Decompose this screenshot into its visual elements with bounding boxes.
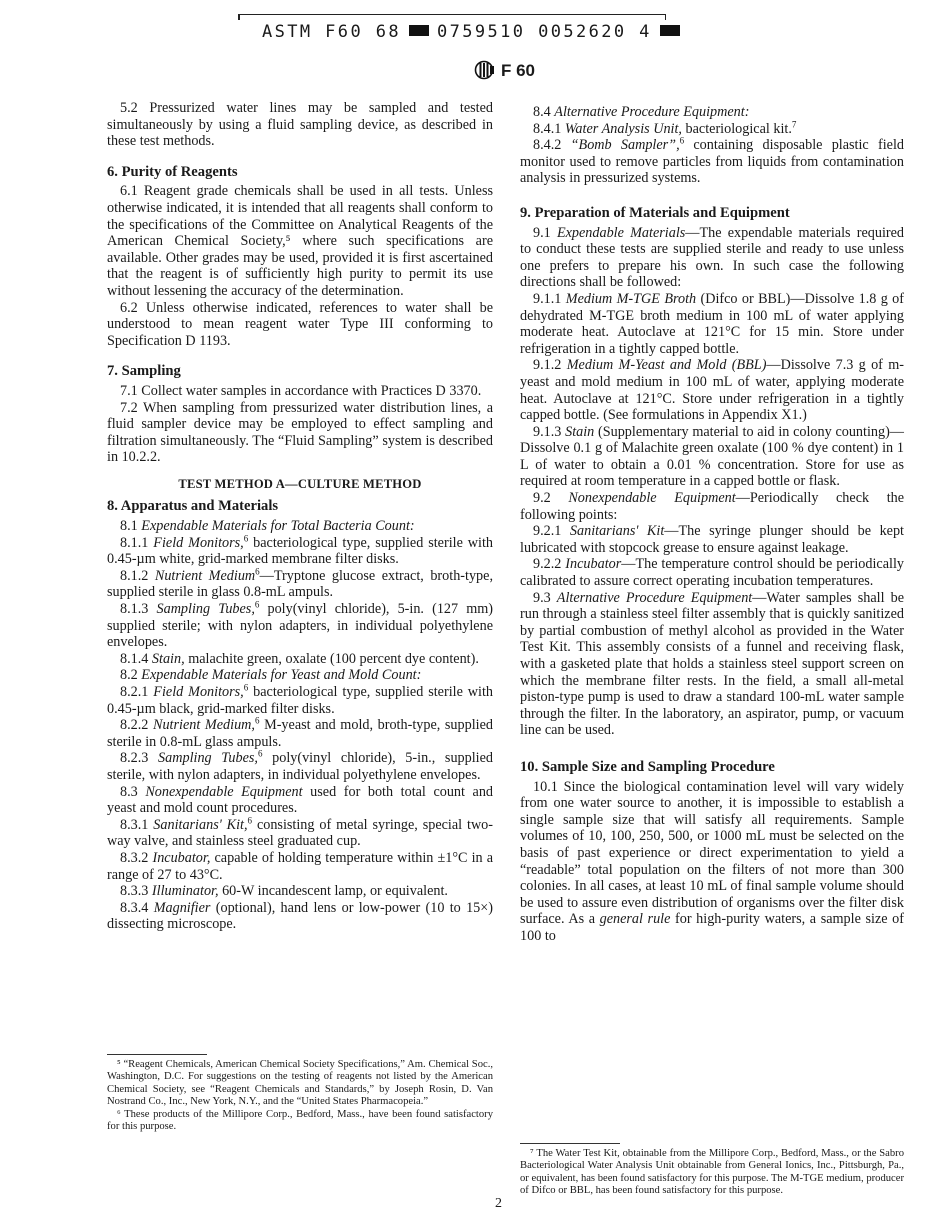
footnote-rule-right: [520, 1143, 620, 1144]
para-9-1-1: 9.1.1 Medium M-TGE Broth (Difco or BBL)—Dissolve 1.8 g of dehydrated M-TGE broth medium in 100 mL of water applying moderate heat. Autoclave at 121°C for 15 min. Store under refrigeration in a tightly capped bottle.: [520, 290, 904, 357]
para-8-4-2: 8.4.2 “Bomb Sampler”,$^6$ containing disposable plastic field monitor used to remove particles from liquids from contamination analysis in pressurized systems.: [520, 135, 904, 187]
para-8-3-1: 8.3.1 Sanitarians' Kit,$^6$ consisting of metal syringe, special two-way valve, and stainless steel graduated cup.: [107, 815, 494, 850]
left-footnotes: [107, 1054, 493, 1133]
header-rule: [238, 14, 666, 15]
para-8-3-3: 8.3.3 Illuminator, 60-W incandescent lamp, or equivalent.: [120, 883, 448, 900]
footnote-6: ⁶ These products of the Millipore Corp., Bedford, Mass., have been found satisfactory for this purpose.: [107, 1108, 493, 1133]
footnote-5: ⁵ “Reagent Chemicals, American Chemical Society Specifications,” Am. Chemical Soc., Washington, D.C. For suggestions on the testing of reagents not listed by the American Chemical Society, see “Reagent Chemicals and Standards,” by Joseph Rosin, D. Van Nostrand Co., Inc., New York, N.Y., and the “United States Pharmacopeia.”: [107, 1059, 493, 1108]
para-8-2-3: 8.2.3 Sampling Tubes,$^6$ poly(vinyl chloride), 5-in., supplied sterile, with nylon adapters, in individual polyethylene envelopes.: [107, 748, 493, 783]
document-code-header: [262, 22, 688, 42]
para-8-2-1: 8.2.1 Field Monitors,$^6$ bacteriological type, supplied sterile with 0.45-µm black, grid-marked filter disks.: [107, 682, 494, 717]
para-8-2-2: 8.2.2 Nutrient Medium,$^6$ M-yeast and mold, broth-type, supplied sterile in 0.8-mL glass ampuls.: [107, 715, 493, 750]
para-8-2: 8.2 Expendable Materials for Yeast and Mold Count:: [120, 667, 422, 684]
right-column: [520, 104, 904, 945]
para-9-2-2: 9.2.2 Incubator—The temperature control should be periodically calibrated to assure correct operating incubation temperatures.: [520, 556, 904, 590]
para-8-1-4: 8.1.4 Stain, malachite green, oxalate (100 percent dye content).: [120, 650, 479, 667]
para-8-4: 8.4 Alternative Procedure Equipment:: [533, 104, 750, 120]
para-8-3-4: 8.3.4 Magnifier (optional), hand lens or low-power (10 to 15×) dissecting microscope.: [107, 899, 493, 933]
method-a-heading: TEST METHOD A—CULTURE METHOD: [178, 476, 422, 491]
para-8-1: 8.1 Expendable Materials for Total Bacteria Count:: [120, 518, 415, 535]
standard-number: F 60: [501, 61, 536, 80]
section-10-heading: 10. Sample Size and Sampling Procedure: [520, 758, 775, 775]
left-column: [107, 100, 493, 933]
black-block-2: [660, 25, 680, 36]
para-9-2-1: 9.2.1 Sanitarians' Kit—The syringe plunger should be kept lubricated with stopcock grease to ensure against leakage.: [520, 523, 904, 556]
para-8-1-3: 8.1.3 Sampling Tubes,$^6$ poly(vinyl chloride), 5-in. (127 mm) supplied sterile; with nylon adapters, in individual polyethylene envelopes.: [107, 599, 494, 651]
astm-logo-title: [474, 60, 535, 81]
para-9-1: 9.1 Expendable Materials—The expendable materials required to conduct these tests are supplied sterile and ready to use unless one prefers to prepare his own. In such case the following directions shall be followed:: [520, 224, 904, 291]
para-8-3-2: 8.3.2 Incubator, capable of holding temperature within ±1°C in a range of 27 to 43°C.: [107, 849, 493, 883]
para-6-1: 6.1 Reagent grade chemicals shall be used in all tests. Unless otherwise indicated, it is intended that all reagents shall conform to the specifications of the Committee on Analytical Reagents of the American Chemical Society,⁵ where such specifications are available. Other grades may be used, provided it is first ascertained that the reagent is of sufficiently high purity to permit its use without lessening the accuracy of the determination.: [107, 183, 493, 299]
para-8-3: 8.3 Nonexpendable Equipment used for both total count and yeast and mold count procedures.: [107, 783, 494, 817]
section-6-heading: 6. Purity of Reagents: [107, 163, 238, 180]
right-footnotes: [520, 1143, 904, 1198]
para-9-1-3: 9.1.3 Stain (Supplementary material to aid in colony counting)—Dissolve 0.1 g of Malachite green oxalate (100 % dye content) in 1 L of water to obtain a 0.01 % concentration. Store for use as required at room temperature in a capped bottle or flask.: [520, 423, 904, 490]
para-10-1: 10.1 Since the biological contamination level will vary widely from one water source to another, it is impossible to establish a single sample size that will satisfy all requirements. Sample volumes of 10, 100, 250, 500, or 1000 mL must be selected on the basis of past experience or direct experimentation to yield a “readable” total population on the filters of not more than 300 colonies. In all cases, at least 10 mL of final sample volume should be used to assure even distribution of organisms over the filter disk surface. As a general rule for high-purity waters, a sample size of 100 to: [520, 778, 904, 944]
para-9-3: 9.3 Alternative Procedure Equipment—Water samples shall be run through a stainless steel filter assembly that is quickly sanitized by partial combustion of methyl alcohol as provided in the Water Test Kit. This assembly consists of a funnel and receiving flask, with a gasketed plate that holds a stainless steel support screen on which the membrane filter rests. In the field, a small all-metal piston-type pump is used to draw a standard 100-mL water sample through the filter. In the laboratory, an aspirator, pump, or vacuum line can be used.: [520, 589, 904, 739]
black-block-1: [409, 25, 429, 36]
catalog-code: 0759510 0052620 4: [436, 22, 652, 42]
para-6-2: 6.2 Unless otherwise indicated, references to water shall be understood to mean reagent water Type III conforming to Specification D 1193.: [107, 299, 493, 349]
para-9-1-2: 9.1.2 Medium M-Yeast and Mold (BBL)—Dissolve 7.3 g of m-yeast and mold medium in 100 mL of water, applying moderate heat. Autoclave at 121°C. Store under refrigeration in a tightly capped bottle. (See formulations in Appendix X1.): [520, 357, 904, 424]
para-8-1-2: 8.1.2 Nutrient Medium$^6$—Tryptone glucose extract, broth-type, supplied sterile in glass 0.8-mL ampuls.: [107, 566, 493, 601]
astm-logo-icon: [474, 60, 496, 80]
footnote-7: ⁷ The Water Test Kit, obtainable from the Millipore Corp., Bedford, Mass., or the Sabro Bacteriological Water Analysis Unit obtainable from General Ionics, Inc., Pittsburgh, Pa., or equivalent, has been found satisfactory for this purpose. The M-TGE medium, producer of Difco or BBL, has been found satisfactory for this purpose.: [520, 1148, 904, 1197]
section-9-heading: 9. Preparation of Materials and Equipment: [520, 204, 790, 221]
para-9-2: 9.2 Nonexpendable Equipment—Periodically check the following points:: [520, 490, 905, 523]
page-number: 2: [495, 1196, 502, 1211]
footnote-rule-left: [107, 1054, 207, 1055]
standard-code: ASTM F60 68: [262, 22, 401, 42]
para-5-2: 5.2 Pressurized water lines may be sampled and tested simultaneously by using a fluid sampling device, as described in these test methods.: [107, 100, 493, 150]
para-8-1-1: 8.1.1 Field Monitors,$^6$ bacteriological type, supplied sterile with 0.45-µm white, grid-marked membrane filter disks.: [107, 532, 494, 568]
para-8-4-1: 8.4.1 Water Analysis Unit, bacteriological kit.$^7$: [533, 118, 797, 137]
para-7-2: 7.2 When sampling from pressurized water distribution lines, a fluid sampler device may be employed to effect sampling and filtration simultaneously. The “Fluid Sampling” system is described in 10.2.2.: [107, 399, 493, 466]
section-7-heading: 7. Sampling: [107, 363, 181, 380]
section-8-heading: 8. Apparatus and Materials: [107, 498, 279, 515]
para-7-1: 7.1 Collect water samples in accordance with Practices D 3370.: [120, 382, 482, 399]
